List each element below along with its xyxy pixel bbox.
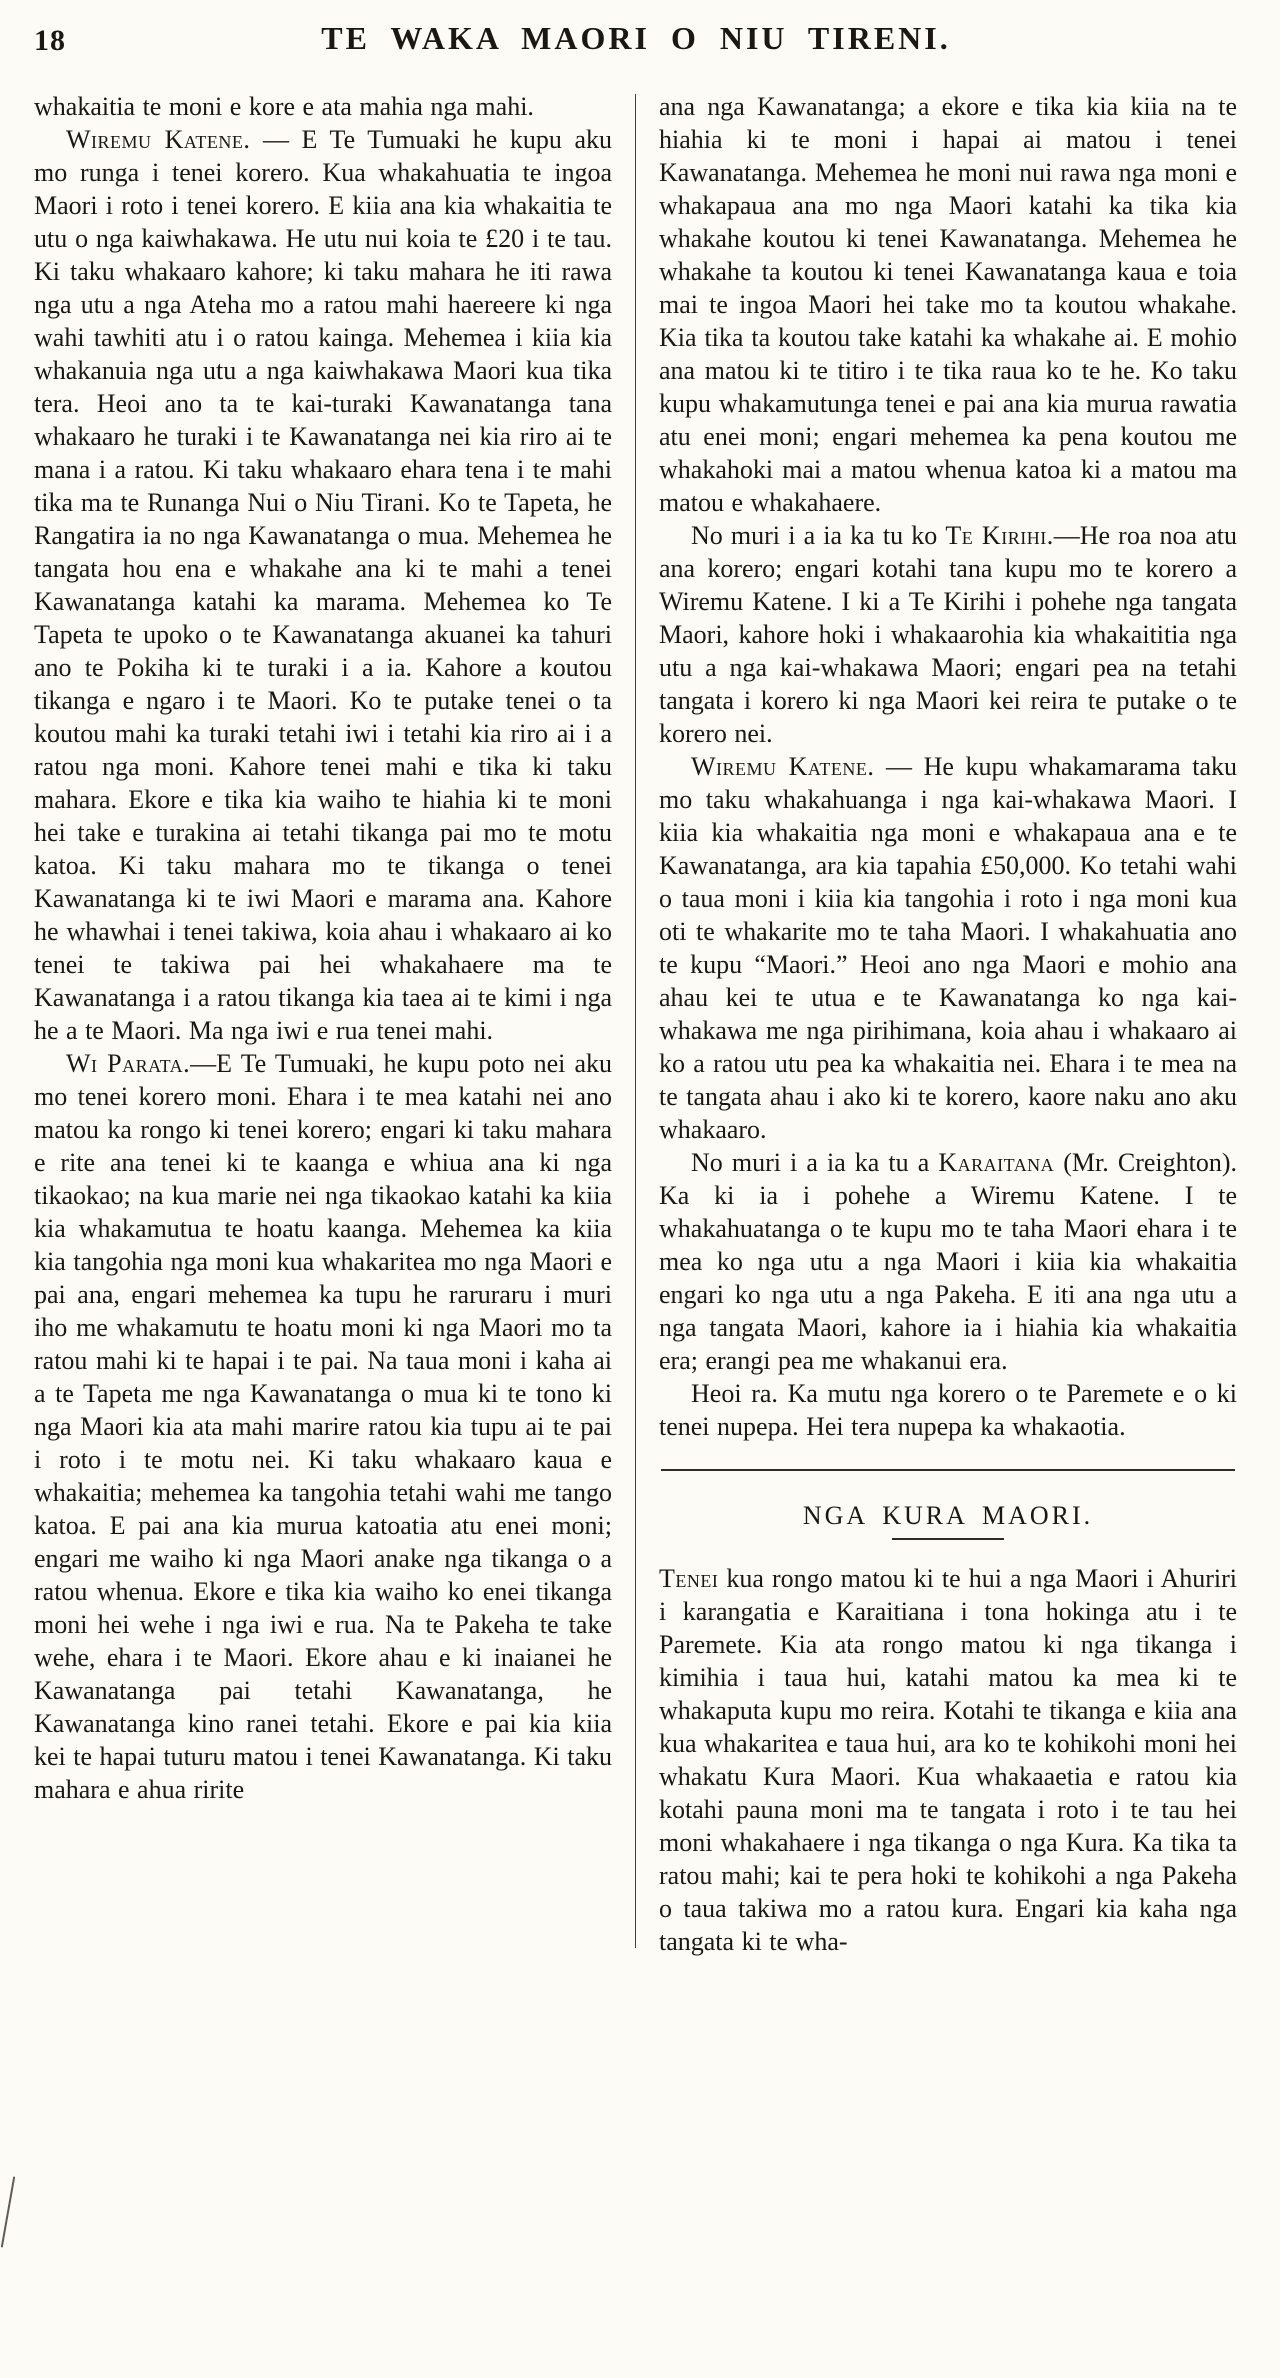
body-text: — He kupu whakamarama taku mo taku whakahuanga i nga kai-whakawa Maori. I kiia kia whakaitia nga moni e whakapaua ana e te Kawanatanga, ara kia tapahia £50,000. Ko tetahi wahi o taua moni i kiia kia tangohia i roto i nga moni kua oti te whakarite mo te taha Maori. I whakahuatia ano te kupu “Maori.” Heoi ano nga Maori e mohio ana ahau kei te utua e te Kawanatanga ko nga kai-whakawa me nga pirihimana, koia ahau i whakaaro ai ko a ratou utu pea ka whakaitia nei. Ehara i te mea na te tangata ahau i ako ki te korero, kaore naku ano aku whakaaro. bbox=[659, 752, 1237, 1144]
section-heading: NGA KURA MAORI. bbox=[802, 1501, 1094, 1530]
body-text: ana nga Kawanatanga; a ekore e tika kia kiia na te hiahia ki te moni i hapai ai matou i tenei Kawanatanga. Mehemea he moni nui rawa nga moni e whakapaua ana mo nga Maori katahi ka tika kia whakahe koutou ki tenei Kawanatanga. Mehemea he whakahe ta koutou ki tenei Kawanatanga kaua e toia mai te ingoa Maori hei take mo ta koutou whakahe. Kia tika ta koutou take katahi ka whakahe ai. E mohio ana matou ki te titiro i te tika raua ko te he. Ko taku kupu whakamutunga tenei e pai ana kia murua rawatia atu enei moni; engari mehemea ka pena koutou me whakahoki mai a matou whenua katoa ki a matou ma matou e whakahaere. bbox=[659, 92, 1237, 517]
article-paragraph bbox=[34, 123, 612, 1047]
small-caps-text: Tenei bbox=[659, 1564, 719, 1593]
article-paragraph bbox=[659, 1562, 1237, 1958]
article-paragraph bbox=[659, 519, 1237, 750]
small-caps-text: Wi Parata. bbox=[66, 1049, 191, 1078]
body-text: (Mr. Creighton). Ka ki ia i pohehe a Wiremu Katene. I te whakahuatanga o te kupu mo te taha Maori ehara i te mea ko nga utu a nga Maori i kiia kia whakaitia engari ko nga utu a nga Pakeha. E iti ana nga utu a nga tangata Maori, kahore ia i hiahia kia whakaitia era; erangi pea me whakanui era. bbox=[659, 1148, 1237, 1375]
body-text: whakaitia te moni e kore e ata mahia nga mahi. bbox=[34, 92, 534, 121]
article-paragraph bbox=[659, 90, 1237, 519]
body-text: —He roa noa atu ana korero; engari kotahi tana kupu mo te korero a Wiremu Katene. I ki a Te Kirihi i pohehe nga tangata Maori, kahore hoki i whakaarohia kia whakaititia nga utu a nga kai-whakawa Maori; engari pea na tetahi tangata i korero ki nga Maori kei reira te putake o te korero nei. bbox=[659, 521, 1237, 748]
heading-underline-rule bbox=[892, 1538, 1004, 1540]
article-paragraph bbox=[659, 1377, 1237, 1443]
body-text: kua rongo matou ki te hui a nga Maori i Ahuriri i karangatia e Karaitiana i tona hokinga atu i te Paremete. Kia ata rongo matou ki nga tikanga i kimihia i taua hui, katahi matou ka mea ki te whakaputa kupu mo reira. Kotahi te tikanga e kiia ana kua whakaritea e taua hui, ara ko te kohikohi moni hei whakatu Kura Maori. Kua whakaaetia e ratou kia kotahi pauna moni ma te tangata i roto i te tau hei moni whakahaere i nga tikanga o nga Kura. Ka tika ta ratou mahi; kai te pera hoki te kohikohi a nga Pakeha o taua takiwa mo a ratou kura. Engari kia kaha nga tangata ki te wha- bbox=[659, 1564, 1237, 1956]
body-text: —E Te Tumuaki, he kupu poto nei aku mo tenei korero moni. Ehara i te mea katahi nei ano matou ka rongo ki tenei korero; engari ki taku mahara e rite ana tenei ki te kaanga e whiua ana ki nga tikaokao; na kua marie nei nga tikaokao katahi ka kiia kia whakamutua te hoatu kaanga. Mehemea ka kiia kia tangohia nga moni kua whakaritea mo nga Maori e pai ana, engari mehemea ka tupu he raruraru i muri iho me whakamutu te hoatu moni ki nga Maori mo ta ratou mahi ki te hapai i te pai. Na taua moni i kaha ai a te Tapeta me nga Kawanatanga o mua ki te tono ki nga Maori kia ata mahi marire ratou kia tupu ai te pai i roto i te motu nei. Ki taku whakaaro kaua e whakaitia; mehemea ka tangohia tetahi wahi me tango katoa. E pai ana kia murua katoatia atu enei moni; engari me waiho ki nga Maori anake nga tikanga o a ratou whenua. Ekore e tika kia waiho ko enei tikanga moni hei wehe i nga iwi e rua. Na te Pakeha te take wehe, ehara i te Maori. Ekore ahau e ki inaianei he Kawanatanga pai tetahi Kawanatanga, he Kawanatanga kino ranei tetahi. Ekore e pai kia kiia kei te hapai tuturu matou i tenei Kawanatanga. Ki taku mahara e ahua ririte bbox=[34, 1049, 612, 1804]
article-paragraph bbox=[34, 1047, 612, 1806]
page-number: 18 bbox=[34, 24, 66, 57]
body-text: No muri i a ia ka tu a bbox=[691, 1148, 939, 1177]
right-column bbox=[659, 90, 1237, 1958]
small-caps-text: Wiremu Katene. bbox=[66, 125, 251, 154]
article-paragraph bbox=[34, 90, 612, 123]
masthead-title: TE WAKA MAORI O NIU TIRENI. bbox=[321, 20, 951, 56]
page-header bbox=[34, 20, 1238, 70]
scan-artifact-mark bbox=[1, 2176, 15, 2247]
small-caps-text: Te Kirihi. bbox=[945, 521, 1054, 550]
body-text: Heoi ra. Ka mutu nga korero o te Paremete e o ki tenei nupepa. Hei tera nupepa ka whakaotia. bbox=[659, 1379, 1237, 1441]
article-columns bbox=[34, 90, 1238, 1958]
article-paragraph bbox=[659, 750, 1237, 1146]
left-column bbox=[34, 90, 612, 1958]
small-caps-text: Karaitana bbox=[938, 1148, 1055, 1177]
body-text: No muri i a ia ka tu ko bbox=[691, 521, 946, 550]
article-paragraph bbox=[659, 1146, 1237, 1377]
body-text: — E Te Tumuaki he kupu aku mo runga i tenei korero. Kua whakahuatia te ingoa Maori i roto i tenei korero. E kiia ana kia whakaitia te utu o nga kaiwhakawa. He utu nui koia te £20 i te tau. Ki taku whakaaro kahore; ki taku mahara he iti rawa nga utu a nga Ateha mo a ratou mahi haereere ki nga wahi tawhiti atu i o ratou kainga. Mehemea i kiia kia whakanuia nga utu a nga kaiwhakawa Maori kua tika tera. Heoi ano ta te kai-turaki Kawanatanga tana whakaaro he turaki i te Kawanatanga nei kia riro ai te mana i a ratou. Ki taku whakaaro ehara tena i te mahi tika ma te Runanga Nui o Niu Tirani. Ko te Tapeta, he Rangatira ia no nga Kawanatanga o mua. Mehemea he tangata hou ena e whakahe ana ki te mahi a tenei Kawanatanga katahi ka marama. Mehemea ko Te Tapeta te upoko o te Kawanatanga akuanei ka tahuri ano te Pokiha ki te turaki i a ia. Kahore a koutou tikanga e ngaro i te Maori. Ko te putake tenei o ta koutou mahi ka turaki tetahi iwi i tetahi kia riro ai i a ratou nga moni. Kahore tenei mahi e tika ki taku mahara. Ekore e tika kia waiho te hiahia ki te moni hei take e turakina ai tetahi tikanga pai mo te motu katoa. Ki taku mahara mo te tikanga o tenei Kawanatanga ki te iwi Maori e marama ana. Kahore he whawhai i tenei takiwa, koia ahau i whakaaro ai ko tenei te takiwa pai hei whakahaere ma te Kawanatanga i a ratou tikanga kia taea ai te kimi i nga he a te Maori. Ma nga iwi e rua tenei mahi. bbox=[34, 125, 612, 1045]
small-caps-text: Wiremu Katene. bbox=[691, 752, 875, 781]
section-divider-rule bbox=[661, 1469, 1235, 1471]
column-divider-rule bbox=[635, 94, 636, 1948]
